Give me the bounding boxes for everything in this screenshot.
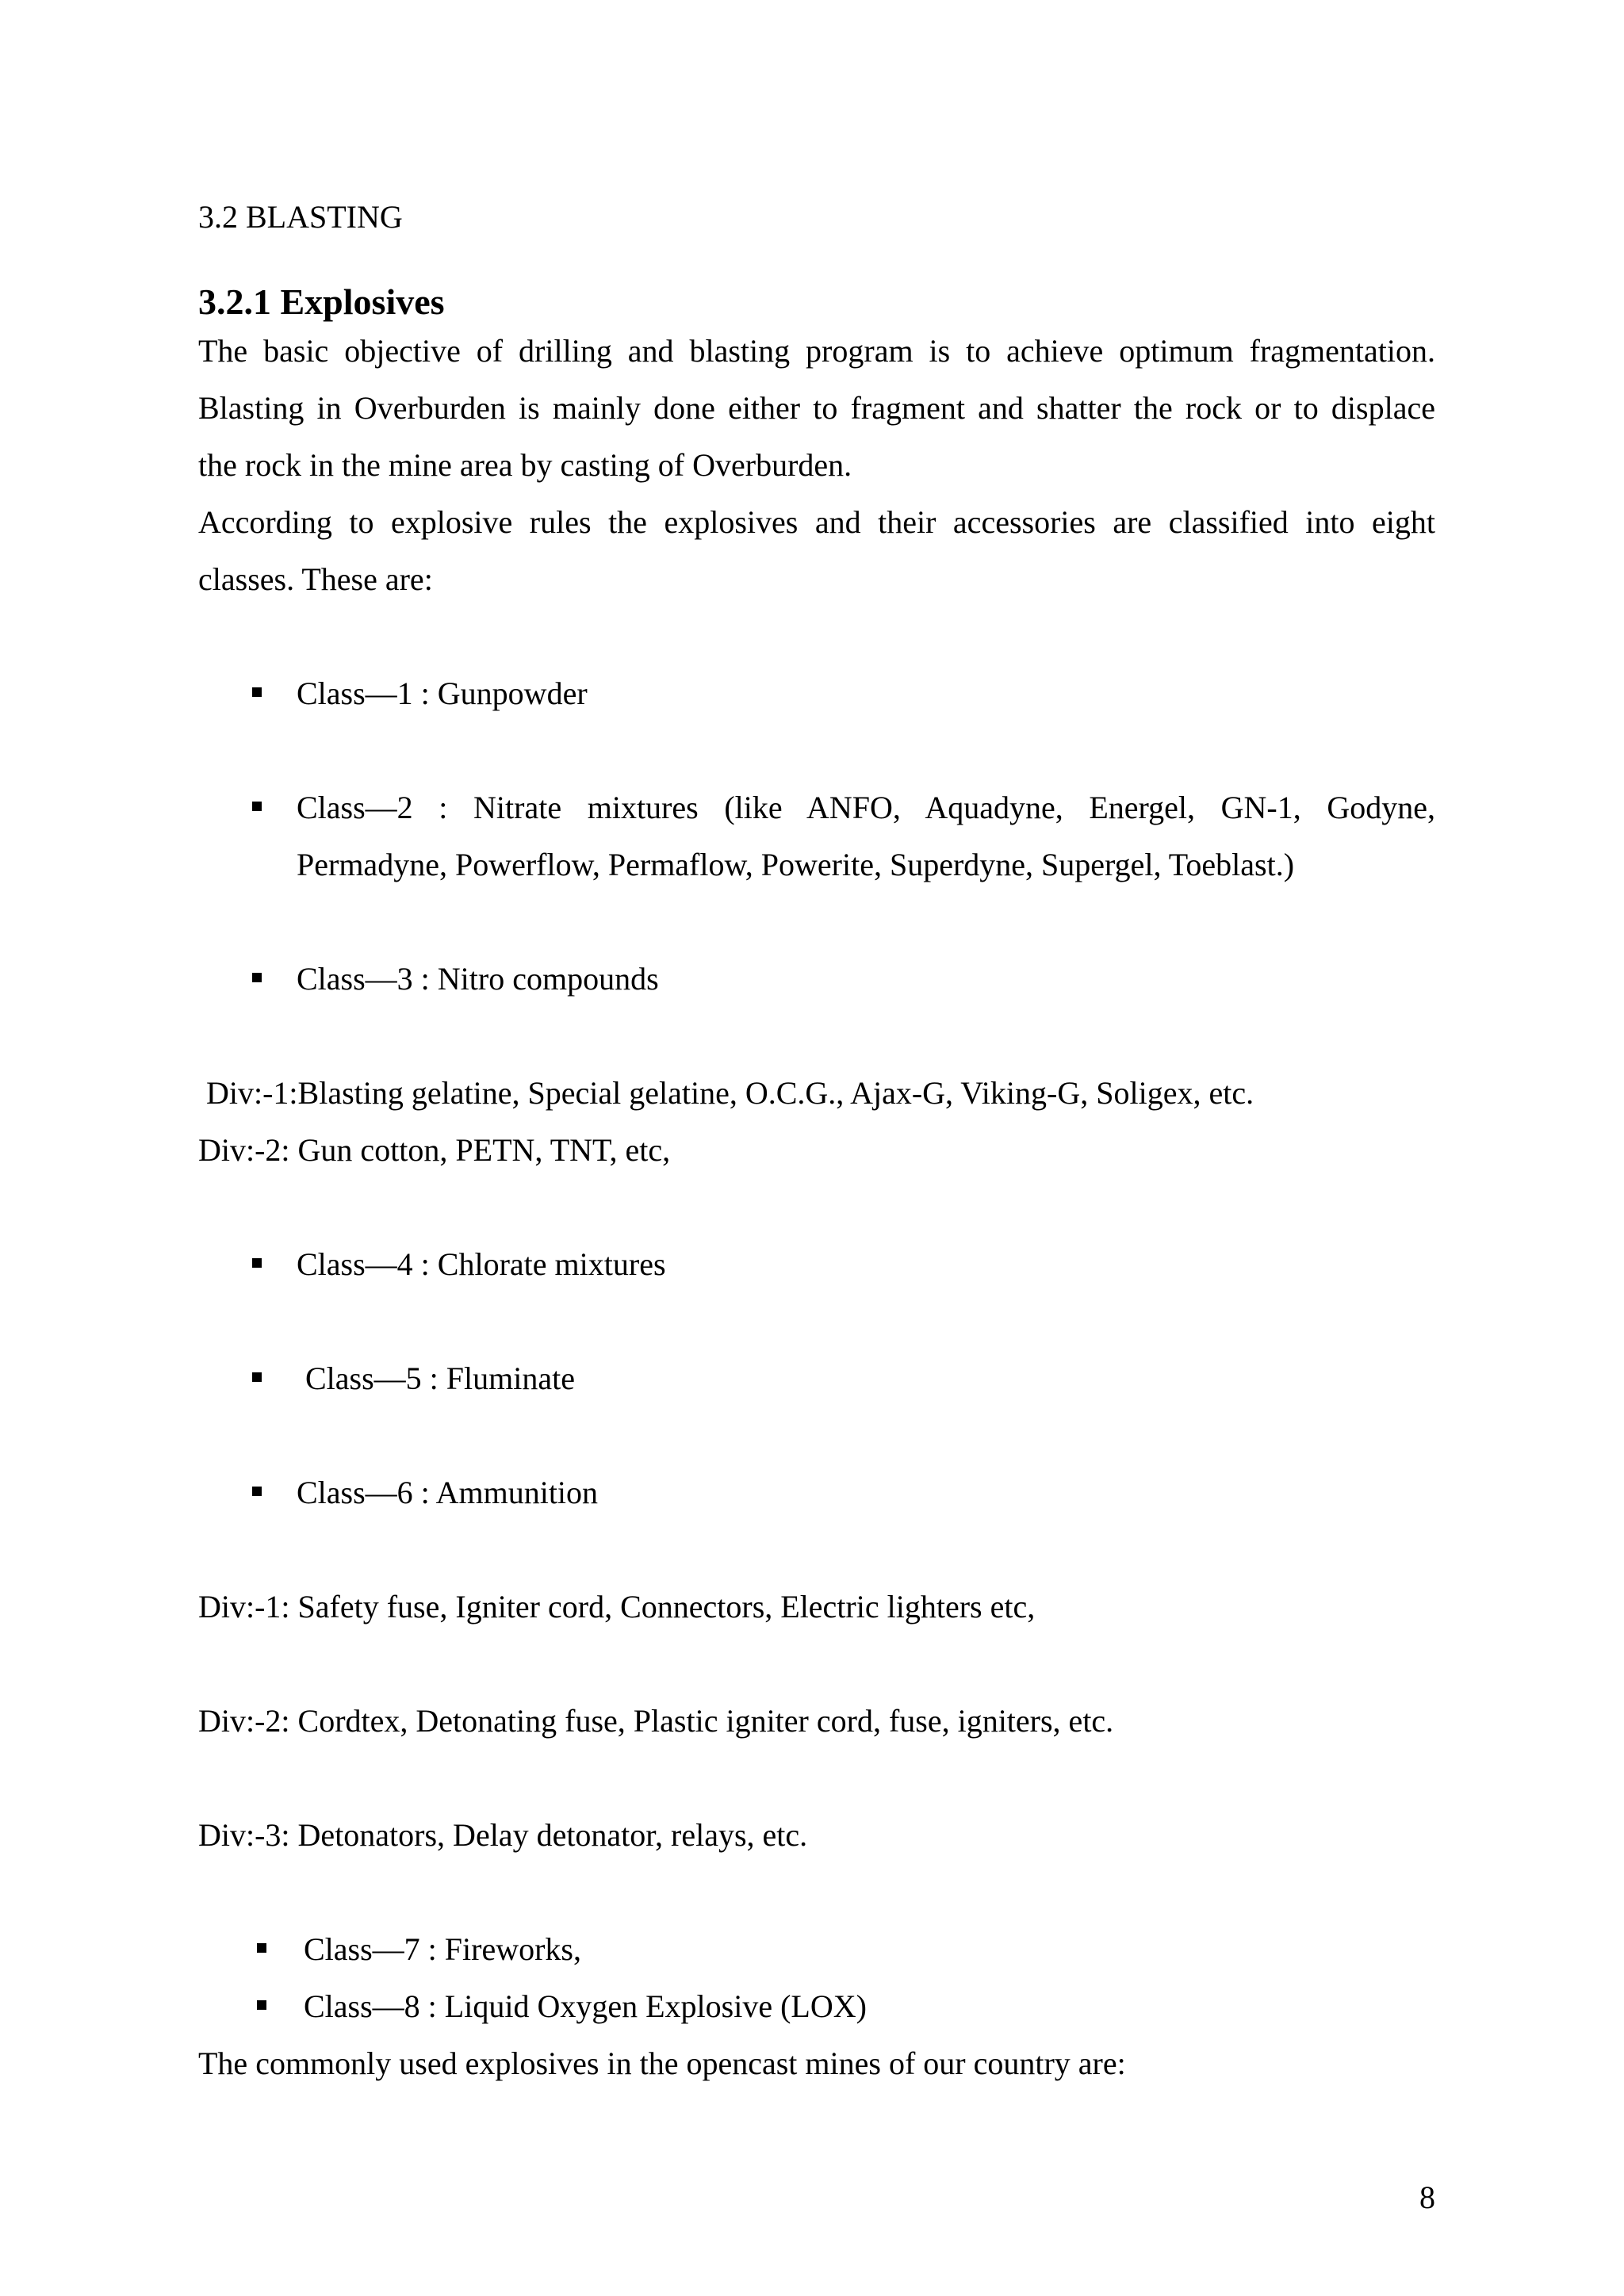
bullet-icon bbox=[257, 2000, 266, 2010]
class-5-item: Class—5 : Fluminate bbox=[305, 1360, 575, 1396]
subsection-heading: 3.2.1 Explosives bbox=[198, 281, 445, 322]
class-7-item: Class—7 : Fireworks, bbox=[304, 1931, 581, 1967]
intro-line-1: The basic objective of drilling and blasting program is to achieve optimum fragmentation. bbox=[198, 333, 1435, 369]
intro-line-3: the rock in the mine area by casting of Overburden. bbox=[198, 447, 852, 483]
class-3-div-1: Div:-1:Blasting gelatine, Special gelatine, O.C.G., Ajax-G, Viking-G, Soligex, etc. bbox=[206, 1075, 1254, 1111]
class-3-div-2: Div:-2: Gun cotton, PETN, TNT, etc, bbox=[198, 1132, 671, 1168]
bullet-icon bbox=[252, 802, 262, 811]
closing-line: The commonly used explosives in the opencast mines of our country are: bbox=[198, 2045, 1126, 2081]
class-6-div-1: Div:-1: Safety fuse, Igniter cord, Connectors, Electric lighters etc, bbox=[198, 1589, 1036, 1624]
intro-line-2: Blasting in Overburden is mainly done either to fragment and shatter the rock or to displace bbox=[198, 390, 1435, 426]
bullet-icon bbox=[252, 1487, 262, 1496]
bullet-icon bbox=[252, 687, 262, 697]
class-6-div-2: Div:-2: Cordtex, Detonating fuse, Plastic igniter cord, fuse, igniters, etc. bbox=[198, 1703, 1114, 1739]
bullet-icon bbox=[252, 1372, 262, 1382]
class-1-item: Class—1 : Gunpowder bbox=[297, 675, 588, 711]
bullet-icon bbox=[252, 1258, 262, 1268]
class-2-item-line-2: Permadyne, Powerflow, Permaflow, Powerite, Superdyne, Supergel, Toeblast.) bbox=[297, 847, 1295, 882]
class-3-item: Class—3 : Nitro compounds bbox=[297, 961, 659, 997]
classification-line-1: According to explosive rules the explosives and their accessories are classified into eight bbox=[198, 504, 1435, 540]
class-6-div-3: Div:-3: Detonators, Delay detonator, relays, etc. bbox=[198, 1817, 808, 1853]
class-8-item: Class—8 : Liquid Oxygen Explosive (LOX) bbox=[304, 1988, 867, 2024]
section-label: 3.2 BLASTING bbox=[198, 199, 403, 235]
page-number: 8 bbox=[1419, 2179, 1435, 2215]
class-2-item-line-1: Class—2 : Nitrate mixtures (like ANFO, Aquadyne, Energel, GN-1, Godyne, bbox=[297, 790, 1435, 825]
bullet-icon bbox=[252, 973, 262, 982]
class-6-item: Class—6 : Ammunition bbox=[297, 1475, 599, 1510]
class-4-item: Class—4 : Chlorate mixtures bbox=[297, 1246, 666, 1282]
classification-line-2: classes. These are: bbox=[198, 561, 433, 597]
bullet-icon bbox=[257, 1943, 266, 1953]
